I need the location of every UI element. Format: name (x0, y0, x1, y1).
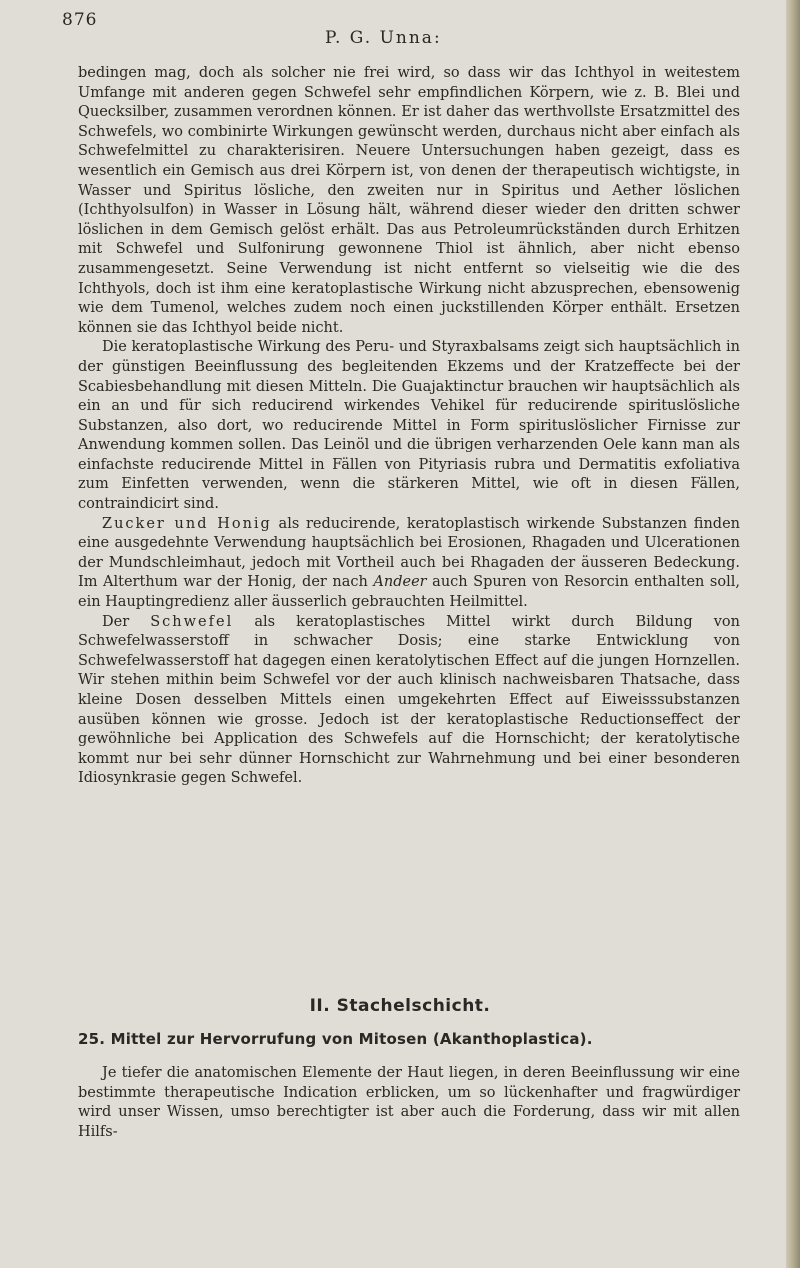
schwefel-lead: Der (102, 613, 151, 630)
term-schwefel: Schwefel (150, 613, 234, 630)
paragraph-schwefel (78, 613, 740, 789)
paragraph-akanthoplastica: Je tiefer die anatomischen Elemente der Haut liegen, in deren Beeinflussung wir eine bestimmte therapeutische Indication erblicken, um so lückenhafter und fragwürdiger wird unser Wissen, umso berechtigter ist aber auch die Forderung, dass wir mit allen Hilfs- (78, 1065, 740, 1140)
page-edge (786, 0, 800, 1268)
section-heading: II. Stachelschicht. (309, 996, 491, 1016)
zucker-text-2: auch Spuren von Resorcin enthalten soll, ein Hauptingredienz aller äusserlich gebrauchten Heilmittel. (78, 574, 740, 611)
paragraph-balsams: Die keratoplastische Wirkung des Peru- und Styraxbalsams zeigt sich hauptsächlich in der günstigen Beeinflussung des begleitenden Ekzems und der Kratzeffecte bei der Scabiesbehandlung mit diesen Mitteln. Die Guajaktinctur brauchen wir hauptsächlich als ein an und für sich reducirend wirkendes Vehikel für reducirende spirituslösliche Substanzen, also dort, wo reducirende Mittel in Form spirituslöslicher Firnisse zur Anwendung kommen sollen. Das Leinöl und die übrigen verharzenden Oele kann man als einfachste reducirende Mittel in Fällen von Pityriasis rubra und Dermatitis exfoliativa zum Einfetten verwenden, wenn die stärkeren Mittel, wie oft in diesen Fällen, contraindicirt sind. (78, 339, 740, 513)
paragraph-ichthyol: bedingen mag, doch als solcher nie frei wird, so dass wir das Ichthyol in weitestem Umfange mit anderen gegen Schwefel sehr empfindlichen Körpern, wie z. B. Blei und Quecksilber, zusammen verordnen können. Er ist daher das werthvollste Ersatzmittel des Schwefels, wo combinirte Wirkungen gewünscht werden, durchaus nicht aber einfach als Schwefelmittel zu charakterisiren. Neuere Untersuchungen haben gezeigt, dass es wesentlich ein Gemisch aus drei Körpern ist, von denen der therapeutisch wichtigste, in Wasser und Spiritus lösliche, den zweiten nur in Spiritus und Aether löslichen (Ichthyolsulfon) in Wasser in Lösung hält, während dieser wieder den dritten schwer löslichen in dem Gemisch gelöst erhält. Das aus Petroleumrückständen durch Erhitzen mit Schwefel und Sulfonirung gewonnene Thiol ist ähnlich, aber nicht ebenso zusammengesetzt. Seine Verwendung ist nicht entfernt so vielseitig wie die des Ichthyols, doch ist ihm eine keratoplastische Wirkung nicht abzusprechen, ebensowenig wie dem Tumenol, welches zudem noch einen juckstillenden Körper enthält. Ersetzen können sie das Ichthyol beide nicht. (78, 65, 740, 336)
author-andeer: Andeer (373, 574, 427, 591)
subsection-heading: 25. Mittel zur Hervorrufung von Mitosen (Akanthoplastica). (78, 1030, 593, 1048)
zucker-text-1: als reducirende, keratoplastisch wirkende Substanzen finden eine ausgedehnte Verwendung hauptsächlich bei Erosionen, Rhagaden und Ulcerationen der Mundschleimhaut, jedoch mit Vortheil auch bei Rhagaden der äusseren Bedeckung. Im Alterthum war der Honig, der nach (78, 515, 740, 591)
schwefel-text: als keratoplastisches Mittel wirkt durch Bildung von Schwefelwasserstoff in schwacher Dosis; eine starke Entwicklung von Schwefelwasserstoff hat dagegen einen keratolytischen Effect auf die jungen Hornzellen. Wir stehen mithin beim Schwefel vor der auch klinisch nachweisbaren Thatsache, dass kleine Dosen desselben Mittels einen umgekehrten Effect auf Eiweisssubstanzen ausüben können wie grosse. Jedoch ist der keratoplastische Reductionseffect der gewöhnliche bei Application des Schwefels auf die Hornschicht; der keratolytische kommt nur bei sehr dünner Hornschicht zur Wahrnehmung und bei einer besonderen Idiosynkrasie gegen Schwefel. (78, 613, 740, 787)
body-text (78, 64, 740, 789)
page-number: 876 (62, 10, 98, 30)
term-zucker-honig: Zucker und Honig (102, 515, 272, 532)
running-head: P. G. Unna: (325, 28, 442, 48)
section-text (78, 1064, 740, 1142)
paragraph-zucker-honig (78, 515, 740, 613)
